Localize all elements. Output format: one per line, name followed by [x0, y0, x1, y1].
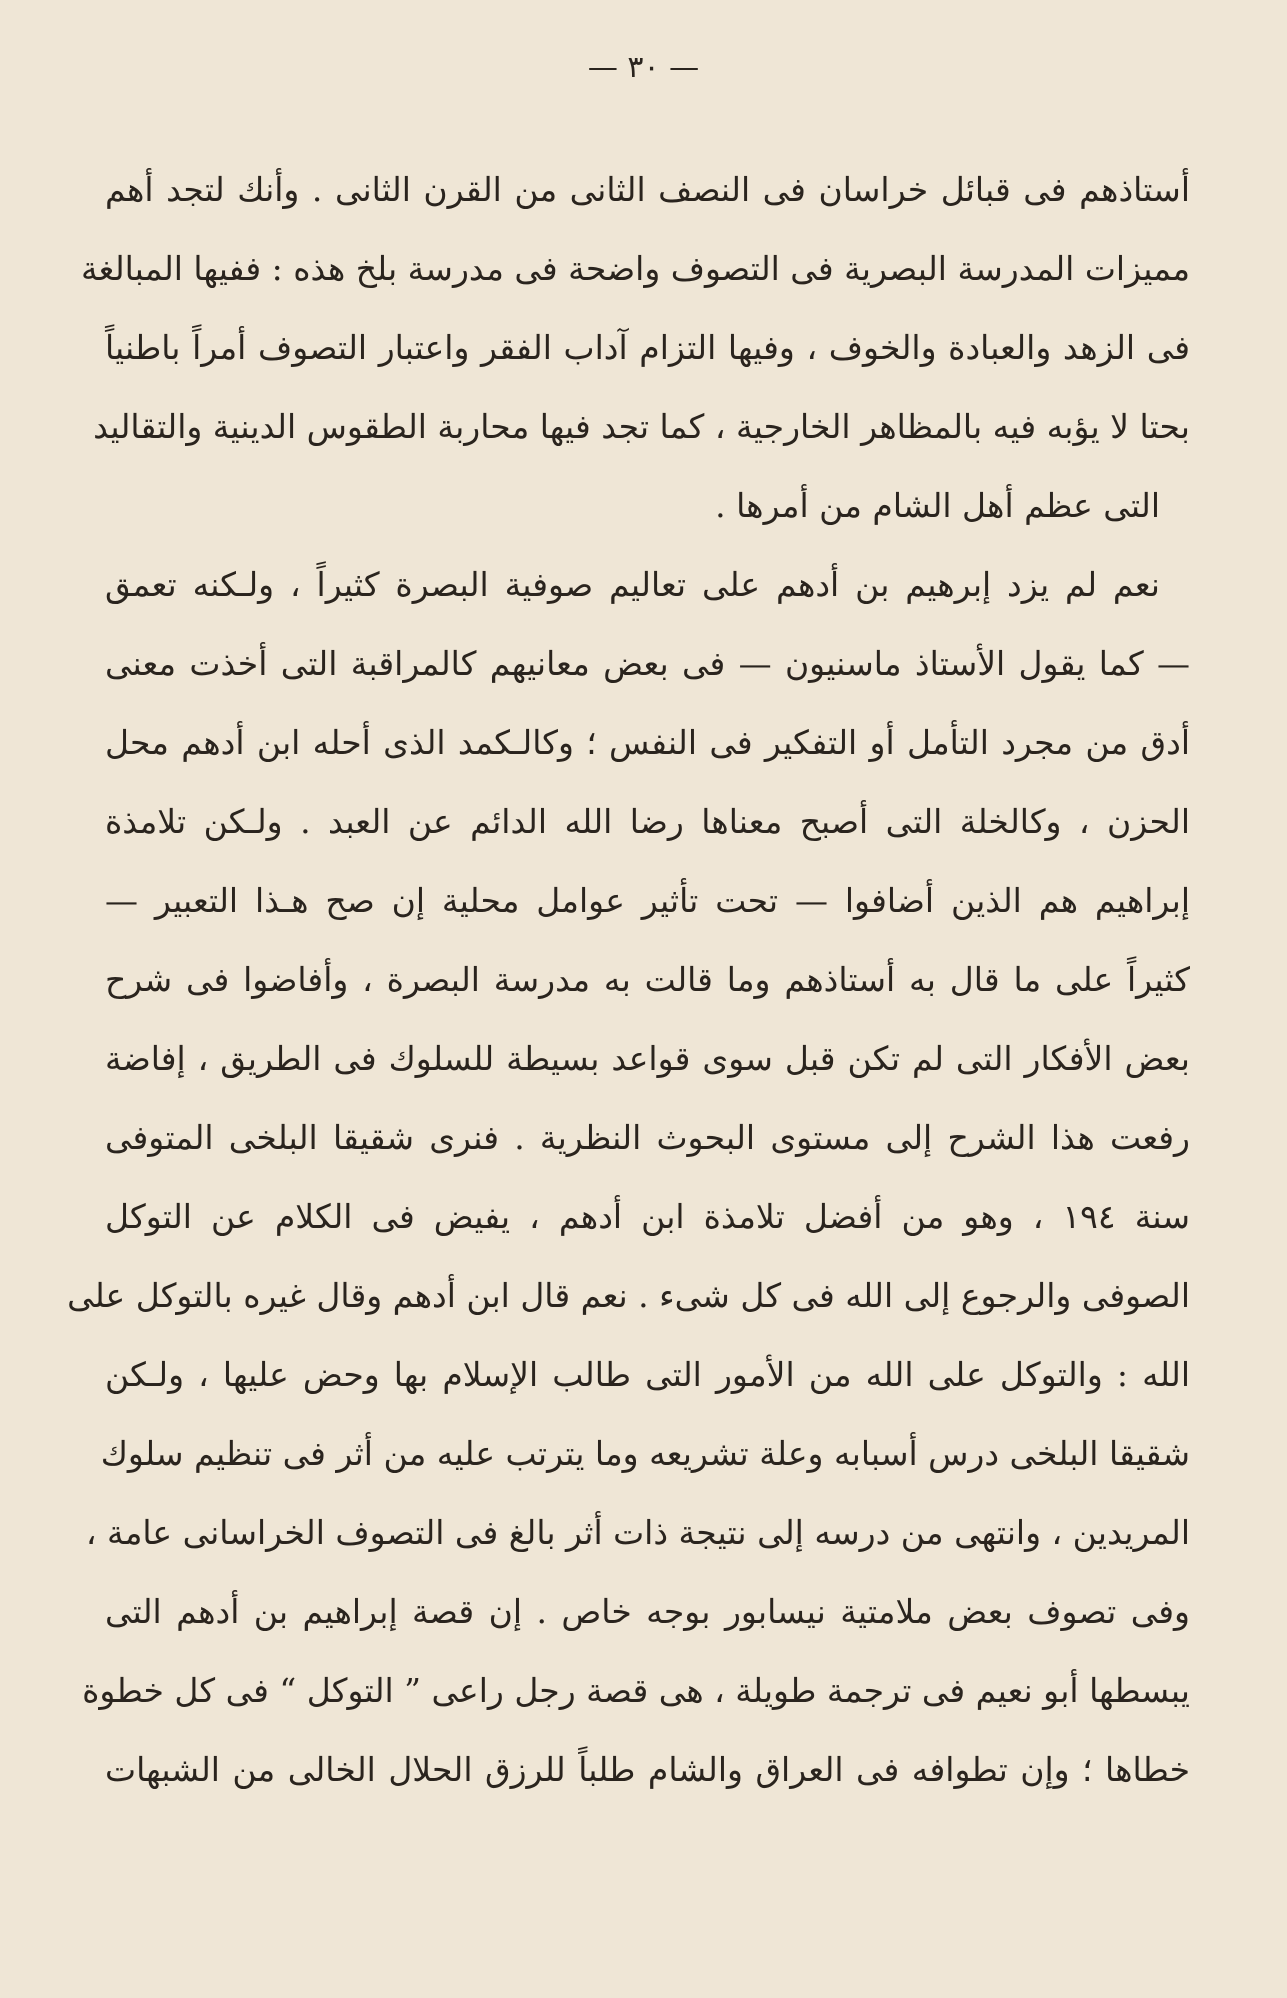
text-line: شقيقا البلخى درس أسبابه وعلة تشريعه وما يترتب عليه من أثر فى تنظيم سلوك — [100, 1434, 1190, 1473]
text-line: فى الزهد والعبادة والخوف ، وفيها التزام آداب الفقر واعتبار التصوف أمراً باطنياً — [105, 328, 1190, 367]
text-line: الحزن ، وكالخلة التى أصبح معناها رضا الله الدائم عن العبد . ولـكن تلامذة — [105, 802, 1190, 841]
text-line: أدق من مجرد التأمل أو التفكير فى النفس ؛ وكالـكمد الذى أحله ابن أدهم محل — [105, 723, 1190, 762]
text-line: إبراهيم هم الذين أضافوا — تحت تأثير عوامل محلية إن صح هـذا التعبير — — [105, 881, 1190, 920]
text-line: المريدين ، وانتهى من درسه إلى نتيجة ذات أثر بالغ فى التصوف الخراسانى عامة ، — [85, 1513, 1190, 1552]
text-line: نعم لم يزد إبرهيم بن أدهم على تعاليم صوفية البصرة كثيراً ، ولـكنه تعمق — [105, 565, 1160, 604]
text-line: — كما يقول الأستاذ ماسنيون — فى بعض معانيهم كالمراقبة التى أخذت معنى — [105, 644, 1190, 683]
text-line: سنة ١٩٤ ، وهو من أفضل تلامذة ابن أدهم ، يفيض فى الكلام عن التوكل — [105, 1197, 1190, 1236]
paragraph-2 — [67, 545, 1190, 1809]
text-line: بعض الأفكار التى لم تكن قبل سوى قواعد بسيطة للسلوك فى الطريق ، إفاضة — [105, 1039, 1190, 1078]
text-line: رفعت هذا الشرح إلى مستوى البحوث النظرية . فنرى شقيقا البلخى المتوفى — [105, 1118, 1190, 1157]
text-line: التى عظم أهل الشام من أمرها . — [715, 486, 1160, 525]
text-line: الصوفى والرجوع إلى الله فى كل شىء . نعم قال ابن أدهم وقال غيره بالتوكل على — [67, 1276, 1190, 1315]
page-number: — ٣٠ — — [587, 50, 700, 85]
text-line: بحتا لا يؤبه فيه بالمظاهر الخارجية ، كما تجد فيها محاربة الطقوس الدينية والتقاليد — [93, 407, 1190, 446]
text-line: كثيراً على ما قال به أستاذهم وما قالت به مدرسة البصرة ، وأفاضوا فى شرح — [105, 960, 1190, 999]
body-text — [67, 150, 1190, 1809]
paragraph-1 — [80, 150, 1190, 545]
text-line: وفى تصوف بعض ملامتية نيسابور بوجه خاص . إن قصة إبراهيم بن أدهم التى — [105, 1592, 1190, 1631]
text-line: الله : والتوكل على الله من الأمور التى طالب الإسلام بها وحض عليها ، ولـكن — [105, 1355, 1190, 1394]
text-line: أستاذهم فى قبائل خراسان فى النصف الثانى من القرن الثانى . وأنك لتجد أهم — [105, 170, 1190, 209]
text-line: خطاها ؛ وإن تطوافه فى العراق والشام طلباً للرزق الحلال الخالى من الشبهات — [105, 1750, 1190, 1789]
text-line: مميزات المدرسة البصرية فى التصوف واضحة فى مدرسة بلخ هذه : ففيها المبالغة — [80, 249, 1190, 288]
text-line: يبسطها أبو نعيم فى ترجمة طويلة ، هى قصة رجل راعى ” التوكل “ فى كل خطوة — [82, 1671, 1190, 1710]
